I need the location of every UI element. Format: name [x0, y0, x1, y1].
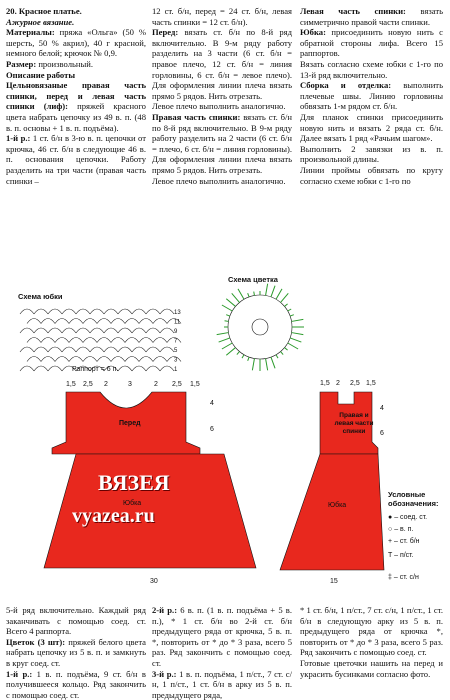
chain-arc [160, 366, 174, 371]
row-number: 9 [174, 329, 178, 335]
chain-arc [69, 357, 83, 362]
flower-stitch [219, 338, 230, 342]
dim: 2 [104, 381, 108, 388]
left-back-heading: Левая часть спинки: [300, 6, 406, 16]
flower-stitch [266, 359, 268, 371]
chain-arc [76, 347, 90, 352]
front-heading: Перед: [152, 27, 179, 38]
flower-stitch [281, 293, 289, 302]
chain-arc [160, 309, 174, 314]
front-height-1: 4 [210, 400, 214, 407]
bodice-text: пряжей красного цвета набрать цепочку из 49 в. п. (48 в. п. основы + 1 в. п. подъёма). [6, 101, 146, 133]
armhole-text: Линии проймы обвязать по кругу согласно схеме юбки с 1-го по [300, 164, 443, 186]
flower-stitch [292, 333, 304, 335]
chain-arc [62, 328, 76, 333]
row-number: 3 [174, 357, 178, 364]
single-crochet-symbol: + [388, 538, 393, 545]
legend-item [388, 574, 419, 581]
row1-text: 1 ст. б/н в 3-ю в. п. цепочки от крючка, 46 ст. б/н в следующие 46 в. п. основания цепочки. Работу разделить на три части (правая часть спинки – [6, 133, 146, 186]
assembly-heading: Сборка и отделка: [300, 80, 392, 91]
chain-arc [111, 319, 125, 324]
chain-arc [146, 347, 160, 352]
flower-center-ring [252, 319, 268, 335]
flower-stitch [248, 357, 249, 361]
chain-arc [48, 347, 62, 352]
flower-stitch [292, 319, 304, 321]
chain-arc [48, 309, 62, 314]
legend-text: – соед. ст. [394, 514, 428, 521]
chain-arc [132, 309, 146, 314]
dim: 1,5 [190, 381, 200, 388]
chain-arc [160, 347, 174, 352]
flower-stitch [226, 348, 235, 356]
skirt-rows-text: Вязать согласно схеме юбки с 1-го по 13-й ряд включительно. [300, 58, 443, 80]
row-number: 5 [174, 348, 178, 354]
legend-text: – п/ст. [394, 552, 414, 559]
chain-arc [97, 357, 111, 362]
flower-stitch [238, 289, 244, 299]
flower-stitch [276, 355, 278, 358]
row-number: 7 [174, 338, 178, 345]
chain-arc [125, 357, 139, 362]
flower-finish-text: Готовые цветочки нашить на перед и украсить бусинками согласно фото. [300, 657, 443, 679]
bottom-column-2 [152, 605, 292, 700]
front-top-dimensions [66, 381, 206, 391]
chain-arc [69, 338, 83, 343]
materials-label: Материалы: [6, 27, 55, 38]
left-back-text: вязать симметрично правой части спинки. [300, 6, 443, 27]
watermark-url: vyazea.ru [72, 505, 155, 527]
flower-row3-text: 1 в. п. подъёма, 1 п/ст., 7 ст. с/н, 1 п/ст., 1 ст. б/н в арку из 5 в. п. предыдущего ряда, [152, 668, 292, 700]
chain-symbol: ○ [388, 526, 393, 533]
flower-stitch [290, 338, 301, 342]
flower-heading: Цветок (3 шт): [6, 636, 66, 647]
double-crochet-symbol: ‡ [388, 574, 392, 581]
chain-arc [48, 366, 62, 371]
placket-text: Для планок спинки присоединить новую нить и вязать 2 ряда ст. б/н. Далее вязать 1 ряд «Рачьим шагом». [300, 111, 443, 144]
flower-stitch [254, 292, 255, 296]
chain-arc [125, 338, 139, 343]
flower-outer-ring [228, 295, 292, 359]
chain-arc [20, 328, 34, 333]
left-shoulder-text: Левое плечо выполнить аналогично. [152, 101, 286, 112]
chain-arc [104, 309, 118, 314]
row-number: 13 [174, 310, 181, 316]
chain-arc [146, 309, 160, 314]
flower-stitch [242, 355, 244, 358]
text-column-3 [300, 6, 443, 186]
bodice-heading: Цельновязаные правая часть спинки, перед и левая часть спинки (лиф): [6, 80, 146, 112]
flower-stitch [288, 309, 291, 311]
chain-arc [153, 319, 167, 324]
chain-arc [20, 366, 34, 371]
size-text: произвольный. [36, 58, 94, 69]
chain-arc [69, 319, 83, 324]
legend-title: Условные обозначения: [388, 490, 439, 508]
chain-arc [125, 319, 139, 324]
rapport-label: Раппорт = 6 п. [72, 366, 119, 373]
slip-stitch-symbol: ● [388, 514, 393, 521]
skirt-scheme-caption: Схема юбки [18, 292, 63, 301]
legend-item [388, 526, 413, 533]
flower-scheme-caption: Схема цветка [228, 275, 278, 284]
flower-stitch [232, 293, 240, 302]
flower-stitch [271, 357, 275, 368]
dim: 2 [336, 380, 340, 387]
half-double-symbol: T [388, 552, 393, 559]
back-skirt-shape [280, 454, 384, 570]
chain-arc [104, 328, 118, 333]
back-skirt-label: Юбка [328, 502, 347, 509]
chain-arc [139, 338, 153, 343]
chain-arc [27, 319, 41, 324]
dim: 3 [128, 381, 132, 388]
flower-stitch [285, 348, 288, 351]
chain-arc [111, 357, 125, 362]
chain-arc [41, 357, 55, 362]
row-number: 1 [174, 367, 178, 373]
flower-row1-label: 1-й р.: [6, 668, 33, 679]
chain-arc [139, 357, 153, 362]
flower-stitch [290, 315, 294, 316]
flower-stitch [248, 293, 249, 297]
back-width: 15 [330, 578, 338, 585]
chain-arc [55, 357, 69, 362]
chain-arc [76, 309, 90, 314]
description-heading: Описание работы [6, 69, 76, 80]
chain-arc [118, 366, 132, 371]
right-back-heading: Правая часть спинки: [152, 111, 241, 122]
left-shoulder-text-2: Левое плечо выполнить аналогично. [152, 175, 286, 186]
chain-arc [41, 319, 55, 324]
flower-stitch [285, 304, 288, 307]
flower-stitch [266, 284, 268, 296]
legend-text: – ст. б/н [394, 538, 420, 545]
chain-arc [153, 338, 167, 343]
chain-arc [153, 357, 167, 362]
chain-arc [132, 328, 146, 333]
flower-row3-label: 3-й р.: [152, 668, 177, 679]
bottom-column-3 [300, 605, 443, 679]
flower-stitch [217, 333, 229, 335]
row-number: 11 [174, 319, 181, 326]
size-label: Размер: [6, 58, 37, 69]
front-height-2: 6 [210, 426, 214, 433]
chain-arc [104, 347, 118, 352]
chain-arc [20, 347, 34, 352]
dim: 1,5 [66, 381, 76, 388]
chain-arc [55, 338, 69, 343]
text-column-2 [152, 6, 292, 186]
flower-stitch [252, 359, 254, 371]
back-height-1: 4 [380, 405, 384, 412]
dim: 2,5 [350, 380, 360, 387]
chain-arc [34, 328, 48, 333]
flower-stitch [222, 343, 232, 349]
legend-text: – в. п. [394, 526, 414, 533]
chain-arc [118, 347, 132, 352]
chain-arc [111, 338, 125, 343]
chain-arc [118, 309, 132, 314]
chain-arc [160, 328, 174, 333]
right-back-text: вязать ст. б/н по 8-й ряд включительно. В 9-м ряду работу разделить на 2 части (6 ст. б/н = плечо, 6 ст. б/н = линия горловины). Для оформления линии плеча вязать прямо 5 рядов. Нить отрезать. [152, 111, 292, 175]
flower-scheme-diagram [210, 282, 310, 372]
chain-arc [97, 319, 111, 324]
dim: 1,5 [366, 380, 376, 387]
chain-arc [132, 366, 146, 371]
flower-stitch [222, 305, 232, 311]
flower-stitch [288, 343, 298, 349]
chain-arc [34, 347, 48, 352]
chain-arc [48, 328, 62, 333]
flower-row2-label: 2-й р.: [152, 605, 178, 615]
dim: 1,5 [320, 380, 330, 387]
front-width: 30 [150, 578, 158, 585]
flower-stitch [226, 299, 235, 307]
chain-arc [132, 347, 146, 352]
back-height-2: 6 [380, 430, 384, 437]
dim: 2,5 [172, 381, 182, 388]
chain-arc [146, 366, 160, 371]
chain-arc [83, 338, 97, 343]
front-label: Перед [119, 420, 141, 427]
back-label-text: Правая и левая части спинки [334, 412, 374, 435]
flower-text: пряжей белого цвета набрать цепочку из 5 в. п. и замкнуть в круг соед. ст. [6, 636, 146, 668]
chain-arc [34, 366, 48, 371]
flower-row2-text: 6 в. п. (1 в. п. подъёма + 5 в. п.), * 1 ст. б/н во 2-й ст. б/н предыдущего ряда от крючка, 5 в. п. *, повторить от * до * 3 раза, всего 5 раз. Ряд закончить с помощью соед. ст. [152, 605, 292, 668]
article-subtitle: Ажурное вязание. [6, 16, 75, 27]
chain-arc [83, 319, 97, 324]
chain-arc [62, 347, 76, 352]
skirt-text: присоединить новую нить с обратной стороны лифа. Всего 15 раппортов. [300, 27, 443, 59]
front-text: вязать ст. б/н по 8-й ряд включительно. В 9-м ряду работу разделить на 3 части (6 ст. б/н = правое плечо, 12 ст. б/н = линия горловины, 6 ст. б/н = левое плечо). Для оформления линии плеча вязать прямо 5 рядов. Нить отрезать. [152, 27, 292, 101]
chain-arc [20, 309, 34, 314]
bottom-column-1 [6, 605, 146, 700]
flower-stitch [271, 286, 275, 297]
chain-arc [34, 309, 48, 314]
watermark-title: ВЯЗЕЯ [98, 470, 170, 495]
row1-label: 1-й р.: [6, 133, 31, 144]
flower-stitch [225, 321, 229, 322]
article-title: 20. Красное платье. [6, 6, 82, 16]
flower-stitch [281, 352, 284, 355]
chain-arc [118, 328, 132, 333]
flower-repeat-text: * 1 ст. б/н, 1 п/ст., 7 ст. с/н, 1 п/ст., 1 ст. б/н в следующую арку из 5 в. п. предыдущего ряда от крючка *, повторить от * до * 3 раза, всего 5 раз. Ряд закончить с помощью соед. ст. [300, 605, 443, 658]
flower-row1-text: 1 в. п. подъёма, 9 ст. б/н в получившееся кольцо. Ряд закончить с помощью соед. ст. [6, 668, 146, 700]
flower-stitch [276, 289, 282, 299]
ties-text: Выполнить 2 завязки из в. п. произвольной длины. [300, 143, 443, 165]
skirt-scheme-diagram [10, 302, 180, 374]
chain-arc [97, 338, 111, 343]
bottom-text-1: 5-й ряд включительно. Каждый ряд заканчивать с помощью соед. ст. Всего 4 раппорта. [6, 605, 146, 637]
front-skirt-label: Юбка [123, 500, 142, 507]
legend-item [388, 538, 420, 545]
chain-arc [90, 309, 104, 314]
materials-text: пряжа «Ольга» (50 % шерсть, 50 % акрил), 40 г красной, немного белой; крючок № 0,9. [6, 27, 146, 59]
chain-arc [146, 328, 160, 333]
chain-arc [90, 328, 104, 333]
chain-arc [139, 319, 153, 324]
col2-intro: 12 ст. б/н, перед = 24 ст. б/н, левая часть спинки = 12 ст. б/н). [152, 6, 292, 27]
text-column-1 [6, 6, 146, 186]
chain-arc [41, 338, 55, 343]
back-label [330, 412, 378, 436]
flower-stitch [226, 315, 230, 316]
legend-item [388, 552, 414, 559]
flower-stitch [237, 352, 240, 355]
chain-arc [90, 347, 104, 352]
dim: 2 [154, 381, 158, 388]
back-top-dimensions [320, 380, 380, 390]
assembly-text: выполнить плечевые швы. Линию горловины обвязать 1-м рядом ст. б/н. [300, 80, 443, 112]
chain-arc [76, 328, 90, 333]
chain-arc [27, 357, 41, 362]
chain-arc [83, 357, 97, 362]
legend-text: – ст. с/н [393, 574, 419, 581]
legend-item [388, 514, 427, 521]
dim: 2,5 [83, 381, 93, 388]
chain-arc [62, 309, 76, 314]
chain-arc [55, 319, 69, 324]
chain-arc [27, 338, 41, 343]
skirt-heading: Юбка: [300, 27, 326, 38]
